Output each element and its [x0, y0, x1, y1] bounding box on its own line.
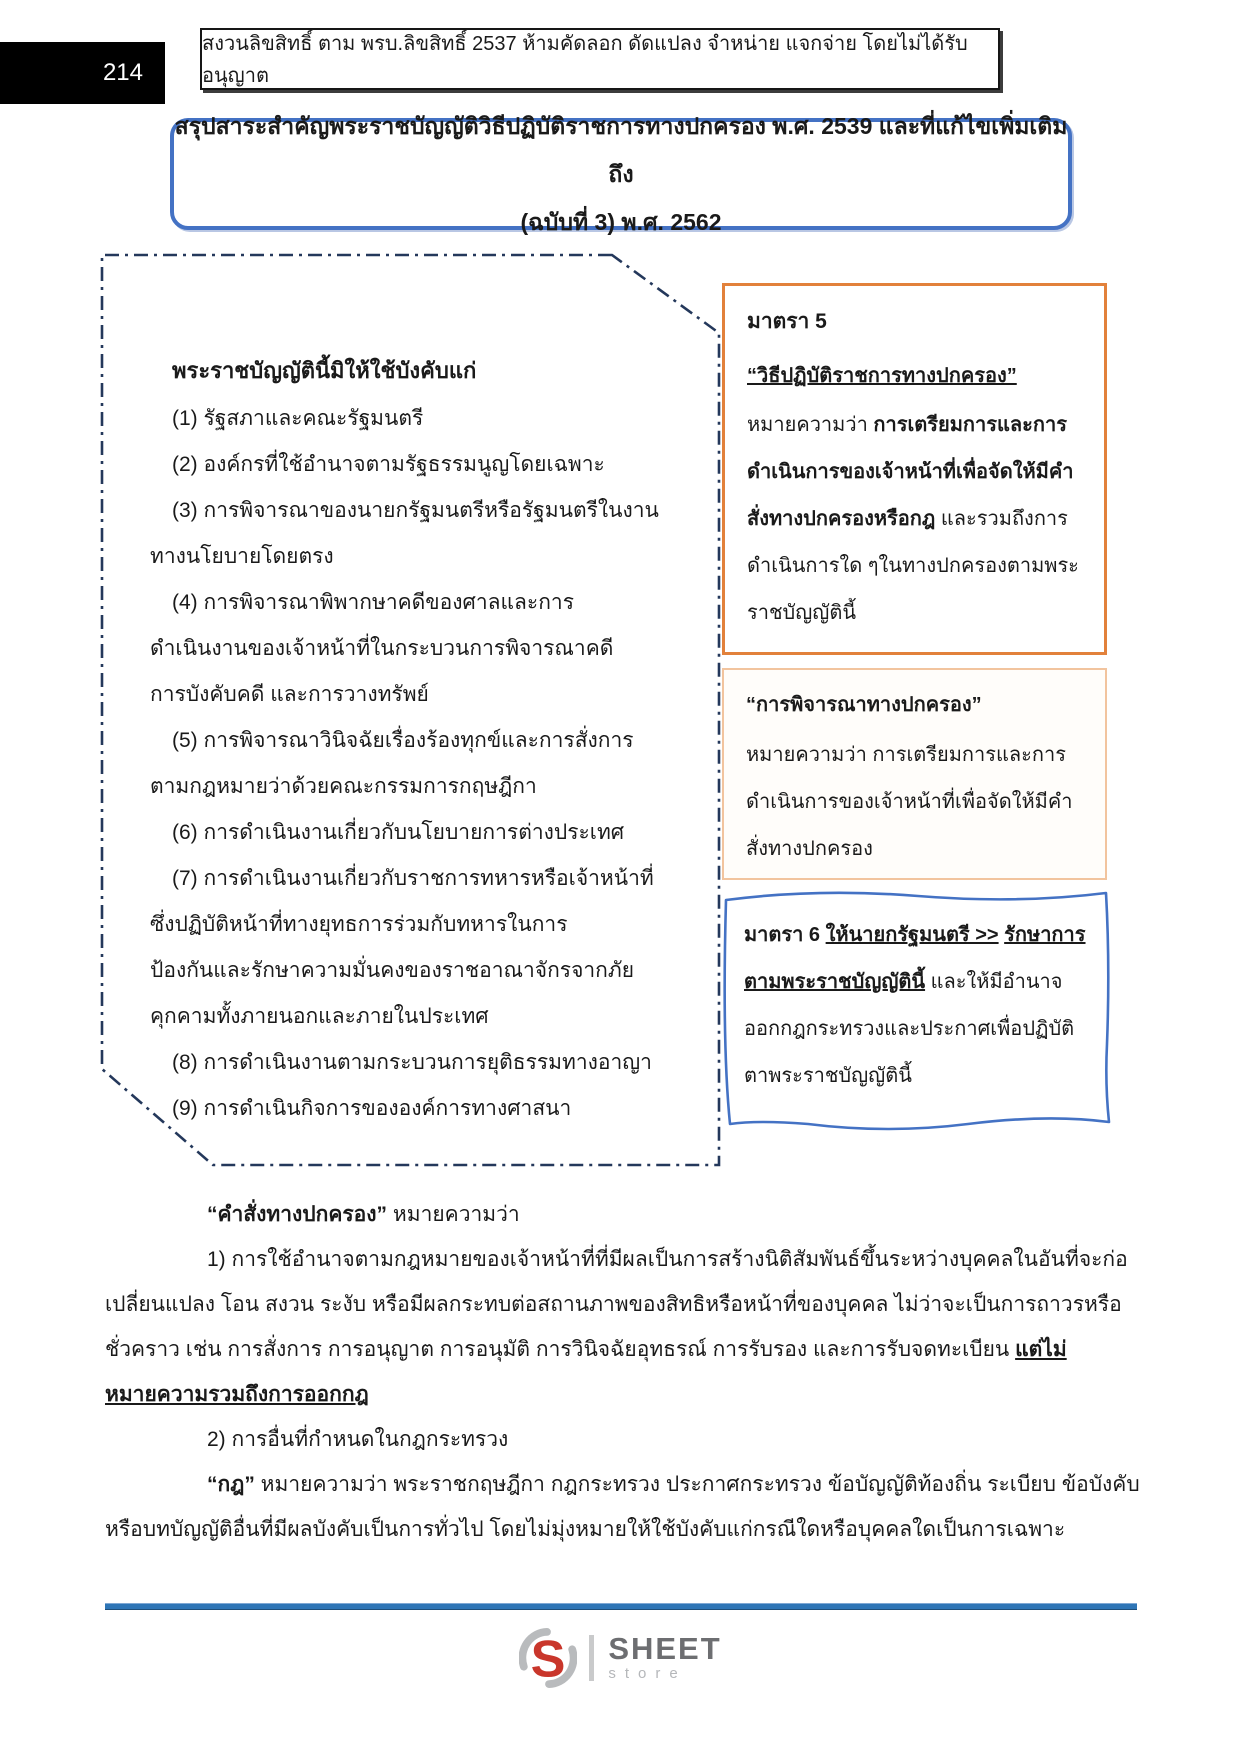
page-number-box [0, 42, 165, 104]
list-item: ดำเนินงานของเจ้าหน้าที่ในกระบวนการพิจารณาคดี [150, 637, 614, 660]
text-segment: “คำสั่งทางปกครอง” [207, 1203, 388, 1226]
page-number: 214 [102, 59, 143, 86]
definition-admin-order-item2 [105, 1417, 1141, 1462]
exclusions-list [150, 346, 659, 1132]
definition-rule [105, 1462, 1141, 1552]
logo-text [608, 1633, 721, 1683]
text-segment: แต่ไม่หมายความรวมถึงการออกกฎ [105, 1338, 1067, 1406]
text-segment: การเตรียมการและการดำเนินการของเจ้าหน้าที่เพื่อจัดให้มีคำสั่งทางปกครองหรือกฎ [747, 414, 1074, 530]
list-item: ป้องกันและรักษาความมั่นคงของราชอาณาจักรจากภัย [150, 959, 635, 982]
definition-admin-order-intro [105, 1192, 1141, 1237]
list-item: (6) การดำเนินงานเกี่ยวกับนโยบายการต่างประเทศ [172, 821, 625, 844]
text-segment: 2) การอื่นที่กำหนดในกฎกระทรวง [207, 1428, 509, 1451]
text-segment: มาตรา 6 [744, 924, 826, 946]
text-segment: หมายความว่า [747, 414, 874, 436]
list-item: (5) การพิจารณาวินิจฉัยเรื่องร้องทุกข์และการสั่งการ [172, 729, 634, 752]
section6-body [744, 912, 1088, 1100]
list-item: คุกคามทั้งภายนอกและภายในประเทศ [150, 1005, 489, 1028]
text-segment: และให้มีอำนาจออกกฎกระทรวงและประกาศเพื่อปฏิบัติตาพระราชบัญญัตินี้ [744, 971, 1075, 1087]
text-segment: หมายความว่า [387, 1203, 520, 1226]
copyright-text: สงวนลิขสิทธิ์ ตาม พรบ.ลิขสิทธิ์ 2537 ห้ามคัดลอก ดัดแปลง จำหน่าย แจกจ่าย โดยไม่ได้รับอนุญาต [202, 33, 968, 87]
list-item: (1) รัฐสภาและคณะรัฐมนตรี [172, 407, 424, 430]
logo-brand-sub: store [608, 1665, 687, 1682]
section5-heading: มาตรา 5 [747, 310, 827, 333]
section5-box [722, 283, 1107, 655]
text-segment: รักษาการตามพระราชบัญญัตินี้ [744, 924, 1086, 993]
consideration-body [746, 732, 1085, 873]
text-segment: และรวมถึงการดำเนินการใด ๆในทางปกครองตามพระราชบัญญัตินี้ [747, 508, 1079, 624]
text-segment: หมายความว่า การเตรียมการและการดำเนินการของเจ้าหน้าที่เพื่อจัดให้มีคำสั่งทางปกครอง [746, 744, 1073, 860]
section5-term: “วิธีปฏิบัติราชการทางปกครอง” [747, 365, 1017, 387]
document-title-line2: (ฉบับที่ 3) พ.ศ. 2562 [520, 209, 722, 236]
text-segment: หมายความว่า พระราชกฤษฎีกา กฎกระทรวง ประกาศกระทรวง ข้อบัญญัติท้องถิ่น ระเบียบ ข้อบังคับ หรือบทบัญญัติอื่นที่มีผลบังคับเป็นการทั่วไป โดยไม่มุ่งหมายให้ใช้บังคับแก่กรณีใดหรือบุคคลใดเป็นการเฉพาะ [105, 1473, 1140, 1541]
definitions-block [105, 1192, 1141, 1552]
list-item: การบังคับคดี และการวางทรัพย์ [150, 683, 429, 706]
svg-text:S: S [530, 1630, 566, 1689]
footer-divider-bar [105, 1603, 1137, 1610]
list-item: ตามกฎหมายว่าด้วยคณะกรรมการกฤษฎีกา [150, 775, 537, 798]
definition-admin-order-item1 [105, 1237, 1141, 1417]
list-item: (2) องค์กรที่ใช้อำนาจตามรัฐธรรมนูญโดยเฉพาะ [172, 453, 605, 476]
logo-divider [589, 1635, 594, 1681]
list-item: ทางนโยบายโดยตรง [150, 545, 334, 568]
list-item: (9) การดำเนินกิจการขององค์การทางศาสนา [172, 1097, 572, 1120]
list-item: (8) การดำเนินงานตามกระบวนการยุติธรรมทางอาญา [172, 1051, 652, 1074]
list-item: (4) การพิจารณาพิพากษาคดีของศาลและการ [172, 591, 574, 614]
text-segment: 1) การใช้อำนาจตามกฎหมายของเจ้าหน้าที่ที่มีผลเป็นการสร้างนิติสัมพันธ์ขึ้นระหว่างบุคคลในอันที่จะก่อ เปลี่ยนแปลง โอน สงวน ระงับ หรือมีผลกระทบต่อสถานภาพของสิทธิหรือหน้าที่ของบุคคล ไม่ว่าจะเป็นการถาวรหรือชั่วคราว เช่น การสั่งการ การอนุญาต การอนุมัติ การวินิจฉัยอุทธรณ์ การรับรอง และการรับจดทะเบียน [105, 1248, 1128, 1361]
consideration-term: “การพิจารณาทางปกครอง” [746, 694, 982, 716]
exclusions-heading: พระราชบัญญัตินี้มิให้ใช้บังคับแก่ [172, 358, 477, 383]
document-title-line1: สรุปสาระสำคัญพระราชบัญญัติวิธีปฏิบัติราชการทางปกครอง พ.ศ. 2539 และที่แก้ไขเพิ่มเติมถึง [174, 112, 1068, 187]
text-segment: “กฎ” [207, 1473, 255, 1496]
exclusions-items [150, 396, 659, 1132]
list-item: (3) การพิจารณาของนายกรัฐมนตรีหรือรัฐมนตรีในงาน [172, 499, 659, 522]
sheet-store-logo-icon [519, 1626, 577, 1690]
copyright-banner [200, 28, 1000, 90]
text-segment: ให้นายกรัฐมนตรี >> [825, 924, 999, 946]
logo-brand: SHEET [608, 1631, 722, 1666]
sheet-store-logo [0, 1626, 1241, 1690]
document-title-box [170, 112, 1072, 236]
list-item: ซึ่งปฏิบัติหน้าที่ทางยุทธการร่วมกับทหารในการ [150, 913, 568, 936]
consideration-box [722, 668, 1107, 880]
list-item: (7) การดำเนินงานเกี่ยวกับราชการทหารหรือเจ้าหน้าที่ [172, 867, 654, 890]
section5-body [747, 402, 1084, 637]
section6-box [718, 884, 1116, 1138]
